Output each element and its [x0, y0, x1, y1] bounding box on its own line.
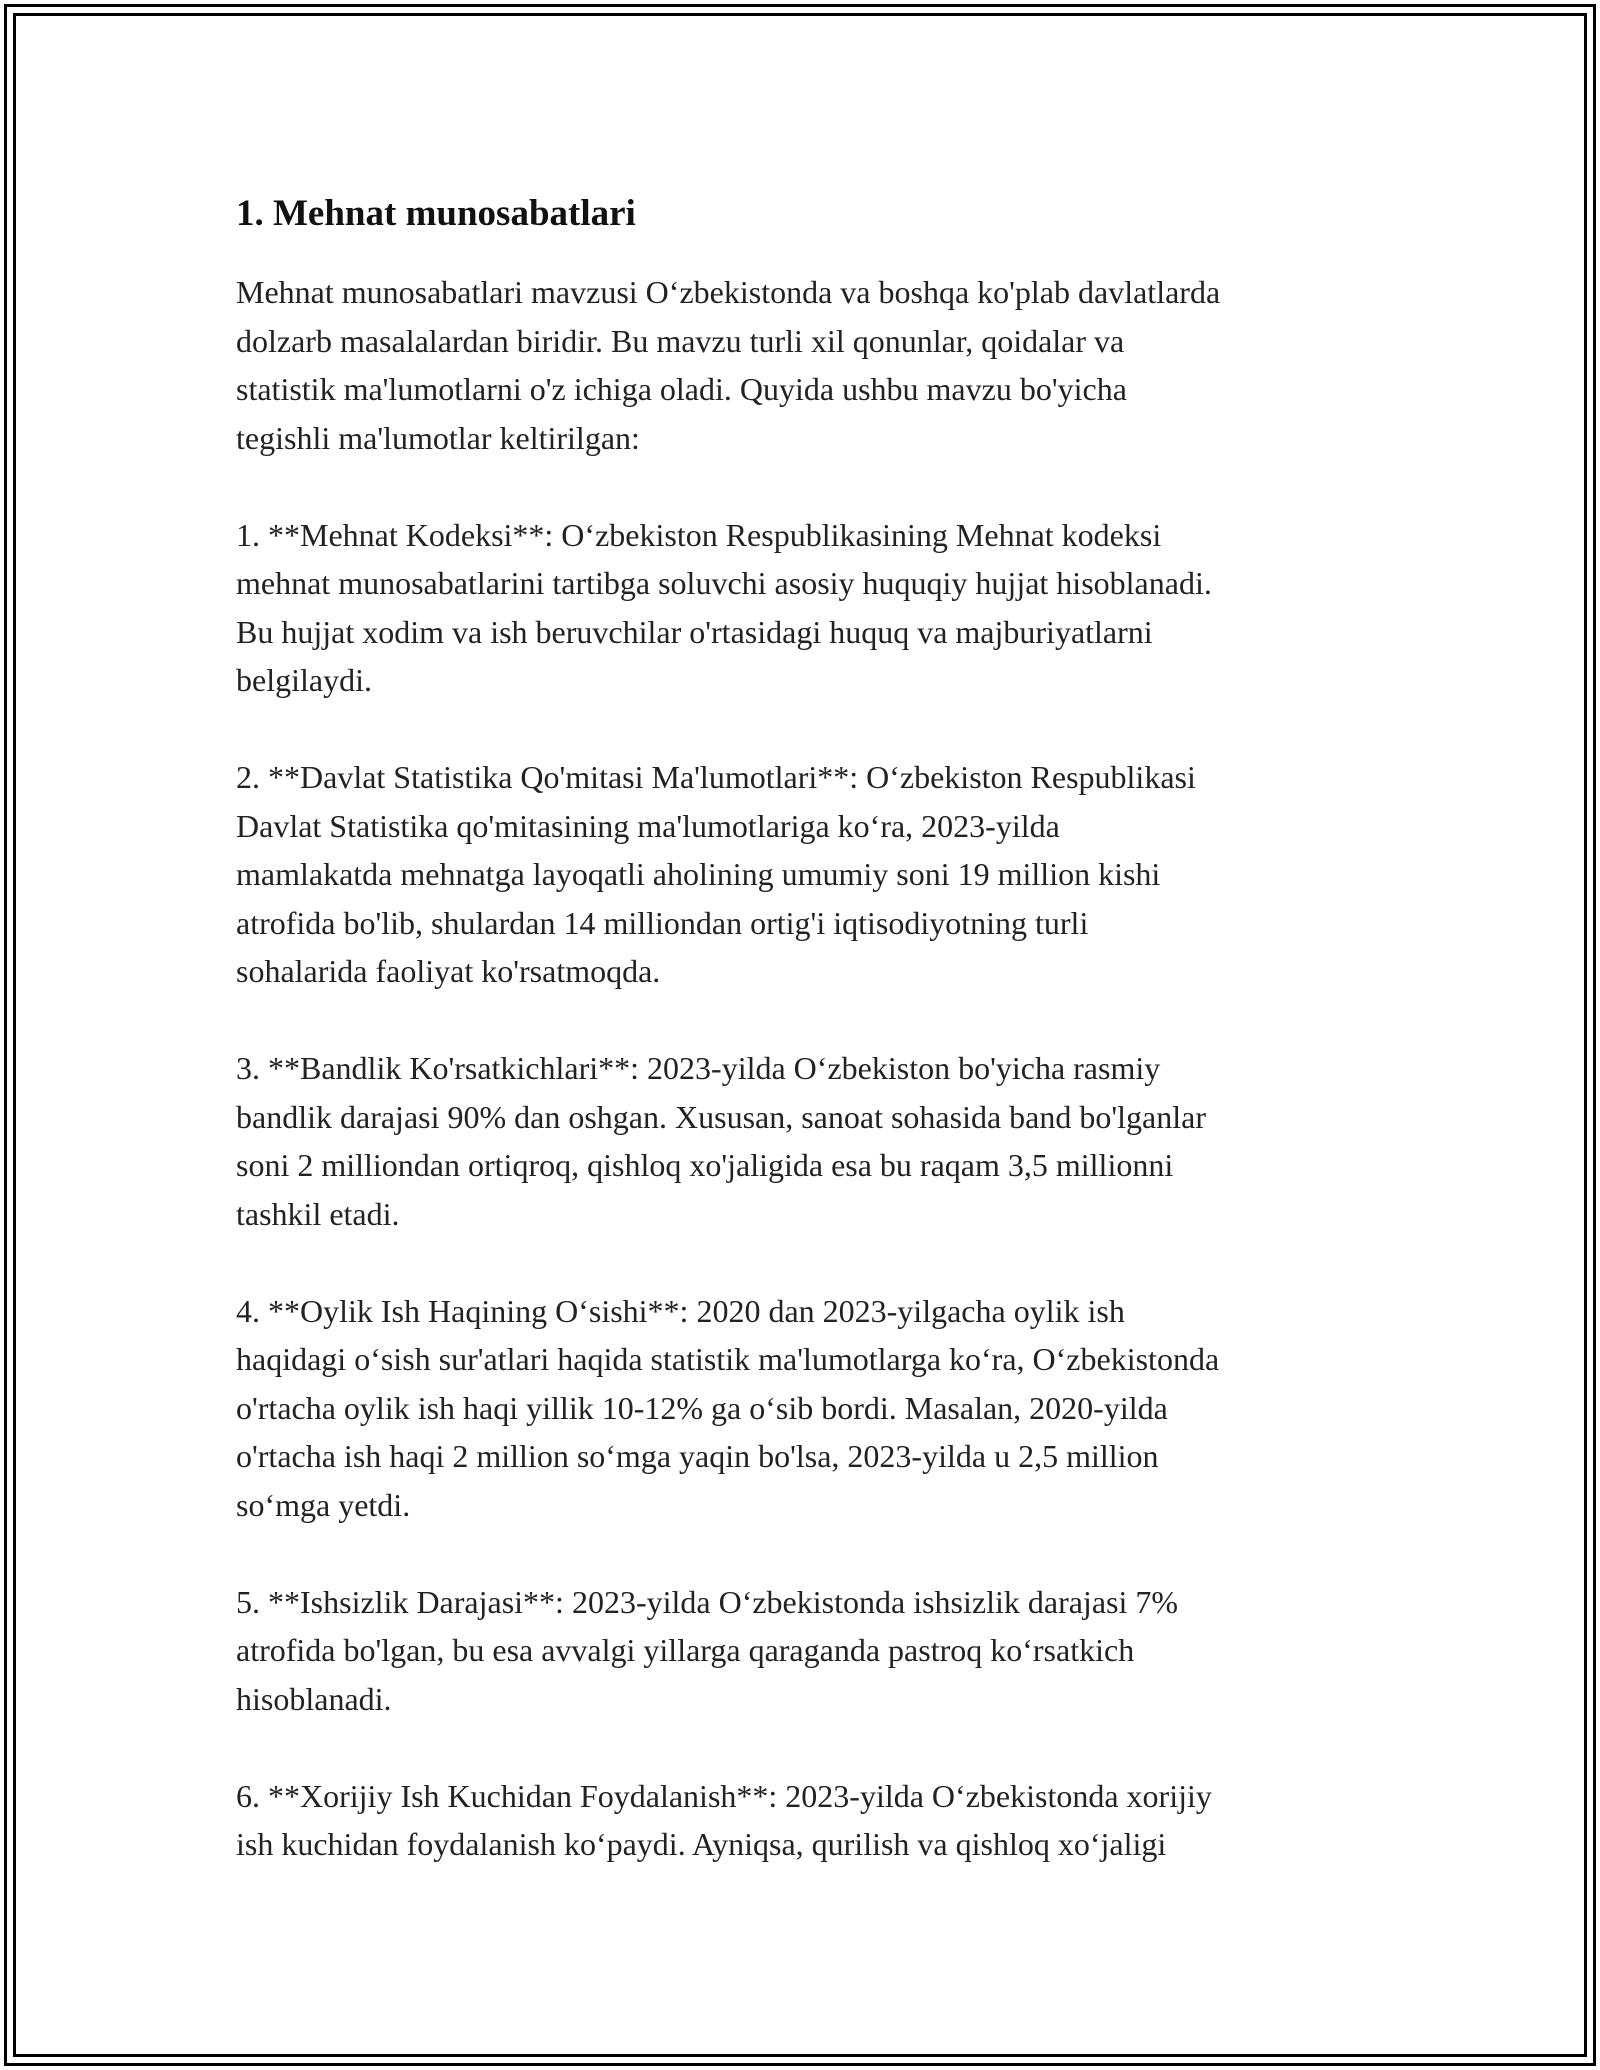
- text-line: o'rtacha ish haqi 2 million so‘mga yaqin bo'lsa, 2023-yilda u 2,5 million: [236, 1438, 1159, 1474]
- text-line: hisoblanadi.: [236, 1680, 392, 1717]
- text-line: atrofida bo'lib, shulardan 14 milliondan ortig'i iqtisodiyotning turli: [236, 904, 1089, 941]
- text-line: tashkil etadi.: [236, 1195, 400, 1232]
- text-line: dolzarb masalalardan biridir. Bu mavzu turli xil qonunlar, qoidalar va: [236, 322, 1125, 359]
- item-ishsizlik: [236, 1578, 1376, 1724]
- text-line: haqidagi o‘sish sur'atlari haqida statistik ma'lumotlarga ko‘ra, O‘zbekistonda: [236, 1341, 1220, 1377]
- text-line: Davlat Statistika qo'mitasining ma'lumotlariga ko‘ra, 2023-yilda: [236, 807, 1060, 844]
- text-line: 3. **Bandlik Ko'rsatkichlari**: 2023-yilda O‘zbekiston bo'yicha rasmiy: [236, 1050, 1161, 1086]
- item-davlat-statistika: [236, 753, 1376, 996]
- text-line: mamlakatda mehnatga layoqatli aholining umumiy soni 19 million kishi: [236, 856, 1161, 892]
- text-line: mehnat munosabatlarini tartibga soluvchi asosiy huquqiy hujjat hisoblanadi.: [236, 565, 1212, 601]
- item-xorijiy-ish-kuchi: [236, 1772, 1376, 1869]
- text-line: Mehnat munosabatlari mavzusi O‘zbekistonda va boshqa ko'plab davlatlarda: [236, 274, 1221, 310]
- text-line: ish kuchidan foydalanish ko‘paydi. Ayniqsa, qurilish va qishloq xo‘jaligi: [236, 1826, 1167, 1862]
- text-line: o'rtacha oylik ish haqi yillik 10-12% ga o‘sib bordi. Masalan, 2020-yilda: [236, 1389, 1168, 1426]
- intro-paragraph: [236, 268, 1376, 462]
- text-line: tegishli ma'lumotlar keltirilgan:: [236, 419, 640, 456]
- text-line: soni 2 milliondan ortiqroq, qishloq xo'jaligida esa bu raqam 3,5 millionni: [236, 1147, 1174, 1183]
- text-line: statistik ma'lumotlarni o'z ichiga oladi. Quyida ushbu mavzu bo'yicha: [236, 371, 1127, 407]
- text-line: 4. **Oylik Ish Haqining O‘sishi**: 2020 dan 2023-yilgacha oylik ish: [236, 1292, 1125, 1329]
- item-bandlik: [236, 1044, 1376, 1238]
- text-line: 6. **Xorijiy Ish Kuchidan Foydalanish**: 2023-yilda O‘zbekistonda xorijiy: [236, 1777, 1212, 1814]
- text-line: Bu hujjat xodim va ish beruvchilar o'rtasidagi huquq va majburiyatlarni: [236, 613, 1153, 650]
- document-title: 1. Mehnat munosabatlari: [236, 193, 636, 234]
- text-line: bandlik darajasi 90% dan oshgan. Xususan, sanoat sohasida band bo'lganlar: [236, 1098, 1206, 1135]
- text-line: atrofida bo'lgan, bu esa avvalgi yillarga qaraganda pastroq ko‘rsatkich: [236, 1632, 1135, 1668]
- text-line: 5. **Ishsizlik Darajasi**: 2023-yilda O‘zbekistonda ishsizlik darajasi 7%: [236, 1583, 1179, 1620]
- text-line: 2. **Davlat Statistika Qo'mitasi Ma'lumotlari**: O‘zbekiston Respublikasi: [236, 759, 1196, 795]
- item-mehnat-kodeksi: [236, 511, 1376, 705]
- text-line: so‘mga yetdi.: [236, 1486, 411, 1523]
- document-body: [236, 188, 1376, 1917]
- text-line: sohalarida faoliyat ko'rsatmoqda.: [236, 953, 661, 989]
- text-line: 1. **Mehnat Kodeksi**: O‘zbekiston Respublikasining Mehnat kodeksi: [236, 516, 1162, 553]
- item-oylik-ish-haqi: [236, 1287, 1376, 1530]
- text-line: belgilaydi.: [236, 662, 372, 698]
